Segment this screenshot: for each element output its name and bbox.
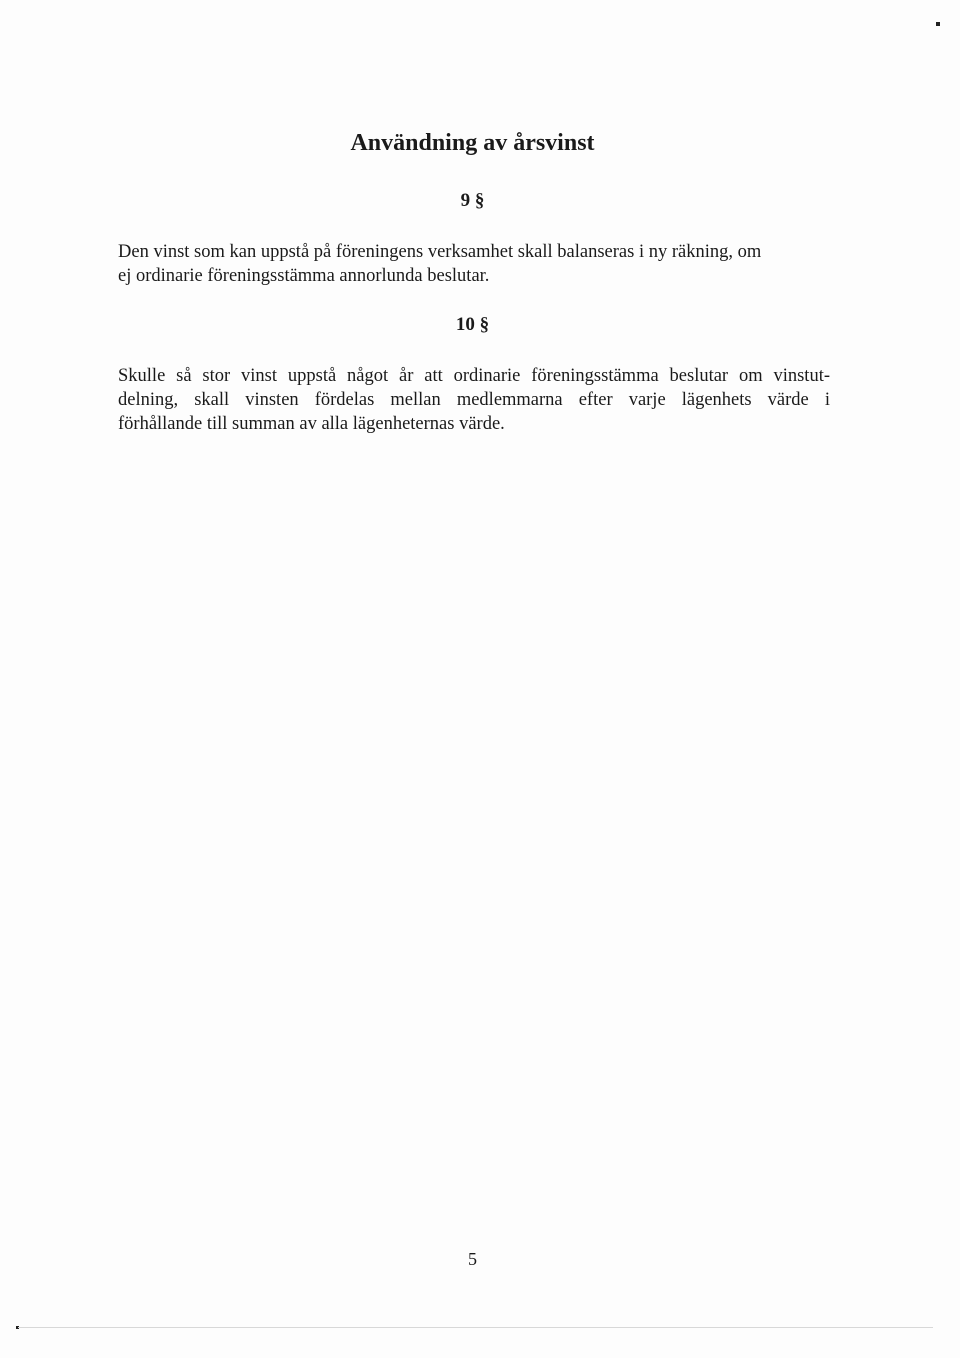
section-9-line-2: ej ordinarie föreningsstämma annorlunda beslutar. (118, 266, 490, 286)
section-10-line-3: förhållande till summan av alla lägenheternas värde. (118, 414, 505, 434)
section-10-line-2: delning, skall vinsten fördelas mellan medlemmarna efter varje lägenhets värde i (118, 390, 830, 410)
page-number: 5 (468, 1249, 477, 1269)
section-9-mark: 9 § (460, 190, 485, 211)
page-title: Användning av årsvinst (350, 130, 595, 156)
scan-edge-line (18, 1327, 933, 1328)
section-10-mark: 10 § (455, 314, 490, 335)
section-10-line-1: Skulle så stor vinst uppstå något år att ordinarie föreningsstämma beslutar om vinstut- (118, 366, 830, 386)
scan-speck (936, 22, 940, 26)
section-9-paragraph (118, 240, 830, 288)
section-9-line-1: Den vinst som kan uppstå på föreningens verksamhet skall balanseras i ny räkning, om (118, 242, 762, 262)
section-10-paragraph (118, 364, 830, 436)
